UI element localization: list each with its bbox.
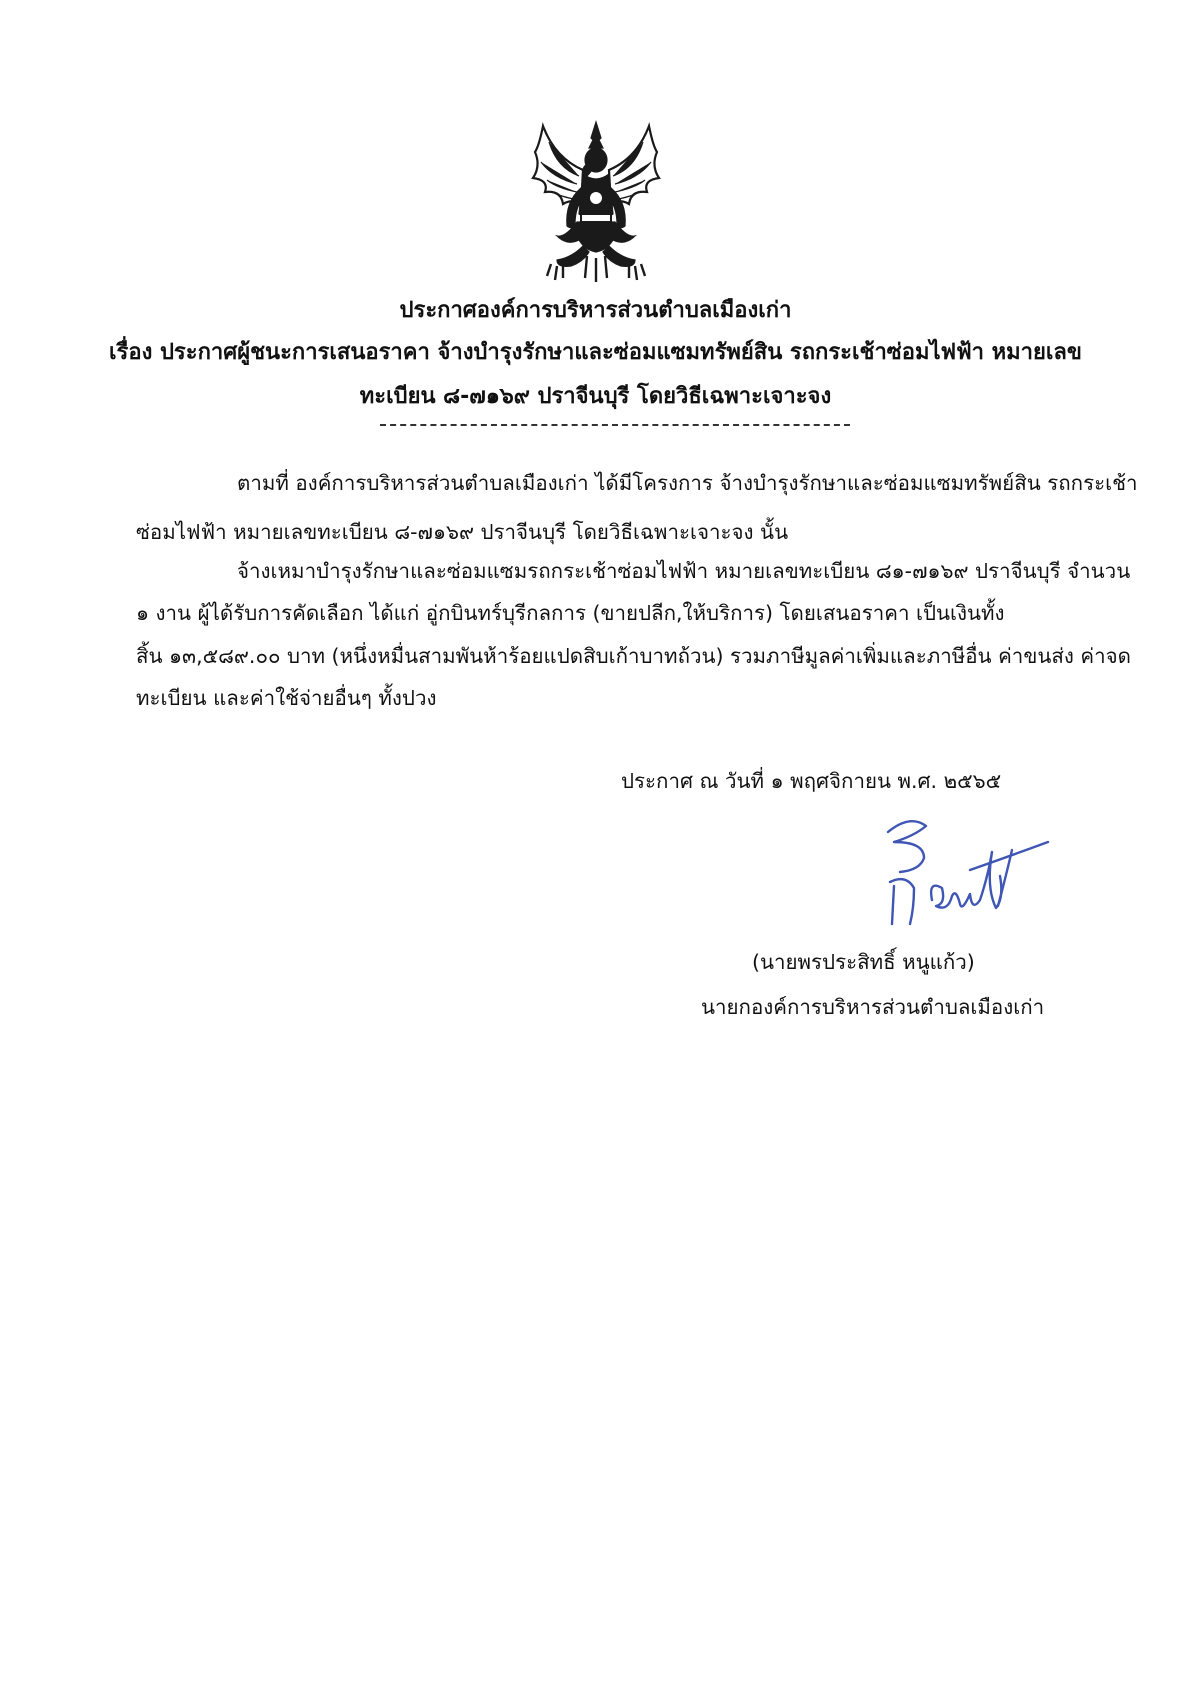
body-paragraph-2-line-1: จ้างเหมาบำรุงรักษาและซ่อมแซมรถกระเช้าซ่อมไฟฟ้า หมายเลขทะเบียน ๘๑-๗๑๖๙ ปราจีนบุรี จำนวน xyxy=(237,559,1131,583)
body-paragraph-1-line-1: ตามที่ องค์การบริหารส่วนตำบลเมืองเก่า ได้มีโครงการ จ้างบำรุงรักษาและซ่อมแซมทรัพย์สิน รถกระเช้า xyxy=(237,471,1138,495)
garuda-emblem-icon xyxy=(527,118,665,284)
header-separator xyxy=(380,424,850,426)
handwritten-signature xyxy=(880,812,1050,932)
announcement-subject-line-2: ทะเบียน ๘-๗๑๖๙ ปราจีนบุรี โดยวิธีเฉพาะเจาะจง xyxy=(359,384,832,409)
signer-name: (นายพรประสิทธิ์ หนูแก้ว) xyxy=(752,950,975,974)
announcement-date: ประกาศ ณ วันที่ ๑ พฤศจิกายน พ.ศ. ๒๕๖๕ xyxy=(621,769,1002,793)
body-paragraph-1-line-2: ซ่อมไฟฟ้า หมายเลขทะเบียน ๘-๗๑๖๙ ปราจีนบุรี โดยวิธีเฉพาะเจาะจง นั้น xyxy=(136,520,789,544)
body-paragraph-2-line-4: ทะเบียน และค่าใช้จ่ายอื่นๆ ทั้งปวง xyxy=(136,686,437,710)
announcement-title: ประกาศองค์การบริหารส่วนตำบลเมืองเก่า xyxy=(399,298,792,323)
signer-title: นายกองค์การบริหารส่วนตำบลเมืองเก่า xyxy=(701,995,1045,1019)
body-paragraph-2-line-2: ๑ งาน ผู้ได้รับการคัดเลือก ได้แก่ อู่กบินทร์บุรีกลการ (ขายปลีก,ให้บริการ) โดยเสนอราคา เป็นเงินทั้ง xyxy=(136,601,1005,625)
body-paragraph-2-line-3: สิ้น ๑๓,๕๘๙.๐๐ บาท (หนึ่งหมื่นสามพันห้าร้อยแปดสิบเก้าบาทถ้วน) รวมภาษีมูลค่าเพิ่มและภาษีอื่น ค่าขนส่ง ค่าจด xyxy=(136,644,1131,668)
announcement-subject-line-1: เรื่อง ประกาศผู้ชนะการเสนอราคา จ้างบำรุงรักษาและซ่อมแซมทรัพย์สิน รถกระเช้าซ่อมไฟฟ้า หมายเลข xyxy=(109,340,1082,365)
